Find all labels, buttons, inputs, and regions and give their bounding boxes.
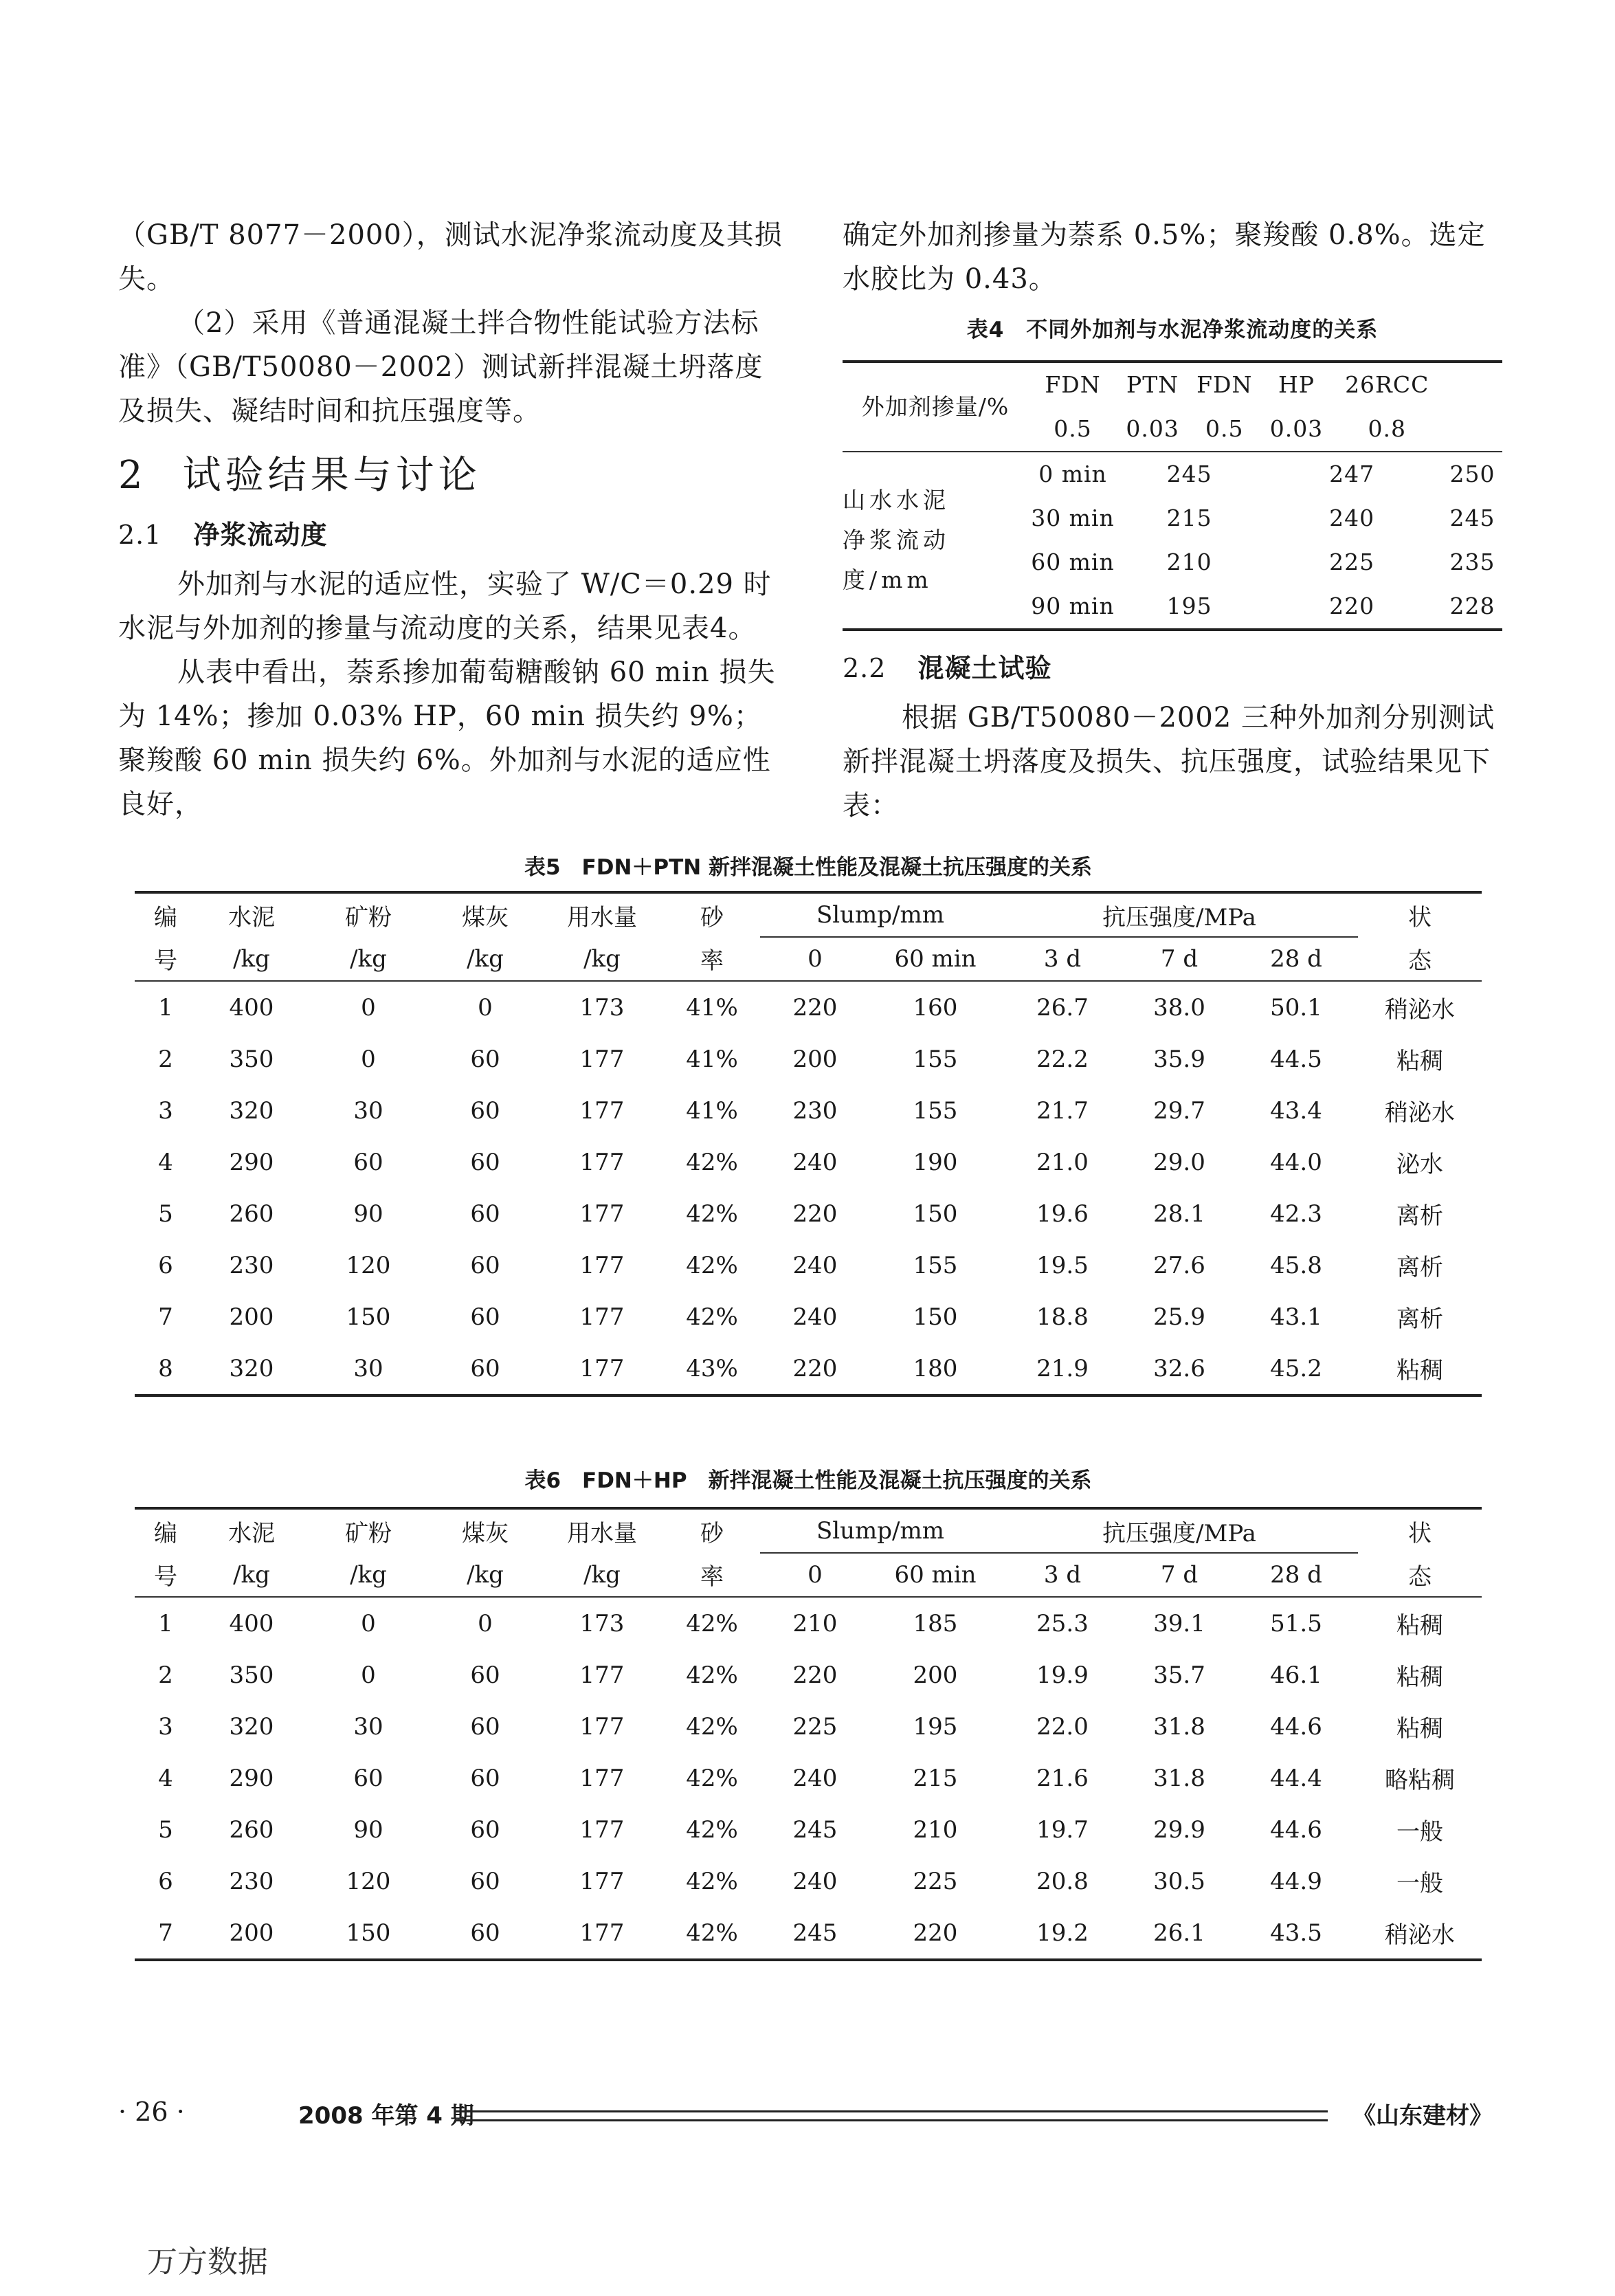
table-cell: 42% (686, 1200, 738, 1228)
table-cell: 25.9 (1153, 1303, 1205, 1331)
table-cell: 51.5 (1270, 1609, 1322, 1637)
journal-name: 《山东建材》 (1352, 2102, 1493, 2130)
table-cell: 35.9 (1153, 1045, 1205, 1073)
watermark: 万方数据 (147, 2244, 268, 2280)
header-cell: 用水量 (567, 1520, 637, 1547)
table4-dosage: 0.5 (1054, 415, 1092, 442)
table-cell: 177 (579, 1867, 625, 1895)
table-cell: 150 (913, 1303, 958, 1331)
header-cell: 28 d (1270, 945, 1322, 973)
header-cell: 煤灰 (462, 904, 509, 931)
table-cell: 60 (470, 1764, 500, 1792)
table-cell: 42.3 (1270, 1200, 1322, 1228)
table-row (135, 1701, 1482, 1752)
header-cell: 矿粉 (345, 1520, 392, 1547)
table-cell: 177 (579, 1303, 625, 1331)
table-cell: 6 (158, 1251, 173, 1279)
header-cell: 砂 (700, 904, 724, 931)
table4-cell: 228 (1449, 593, 1495, 619)
table-cell: 42% (686, 1661, 738, 1689)
table-row (135, 1597, 1482, 1649)
table-cell: 41% (686, 1096, 738, 1125)
table4-agent: 26RCC (1345, 371, 1429, 398)
header-cell: 用水量 (567, 904, 637, 931)
table-cell: 195 (913, 1712, 958, 1741)
table-cell: 4 (158, 1148, 173, 1176)
table-cell: 32.6 (1153, 1354, 1205, 1382)
subsection-title: 混凝土试验 (917, 653, 1052, 683)
table-cell: 42% (686, 1148, 738, 1176)
table-cell: 200 (229, 1303, 274, 1331)
table-row (135, 1136, 1482, 1188)
table-cell: 38.0 (1153, 993, 1205, 1022)
paragraph: 外加剂与水泥的适应性，实验了 W/C＝0.29 时水泥与外加剂的掺量与流动度的关系，结果见表4。 (118, 569, 772, 644)
table-cell: 42% (686, 1251, 738, 1279)
table-cell: 3 (158, 1096, 173, 1125)
table-cell: 240 (792, 1764, 838, 1792)
table-cell: 44.4 (1270, 1764, 1322, 1792)
table-row (135, 1188, 1482, 1239)
table-cell: 42% (686, 1815, 738, 1844)
table-cell: 177 (579, 1200, 625, 1228)
table-cell: 177 (579, 1251, 625, 1279)
table-cell: 155 (913, 1251, 958, 1279)
table-cell: 27.6 (1153, 1251, 1205, 1279)
table-cell: 60 (353, 1148, 383, 1176)
table-cell: 43.4 (1270, 1096, 1322, 1125)
table-cell: 60 (470, 1045, 500, 1073)
table-cell: 42% (686, 1303, 738, 1331)
table-cell: 60 (470, 1661, 500, 1689)
table-cell: 2 (158, 1045, 173, 1073)
section-heading (118, 454, 785, 498)
table-cell: 320 (229, 1354, 274, 1382)
table-cell: 26.7 (1036, 993, 1089, 1022)
paragraph: 根据 GB/T50080－2002 三种外加剂分别测试新拌混凝土坍落度及损失、抗压强度，试验结果见下表： (843, 702, 1495, 821)
table-cell: 29.0 (1153, 1148, 1205, 1176)
table6-caption: 表6 FDN＋HP 新拌混凝土性能及混凝土抗压强度的关系 (524, 1468, 1092, 1493)
table-cell: 400 (229, 1609, 274, 1637)
table4-cell: 250 (1449, 461, 1495, 487)
header-cell: 编 (154, 904, 177, 931)
table-cell: 42% (686, 1919, 738, 1947)
table-cell: 350 (229, 1661, 274, 1689)
table-cell: 43% (686, 1354, 738, 1382)
table4-dosage: 0.03 (1269, 415, 1324, 442)
header-cell: 砂 (700, 1520, 724, 1547)
table4-row-label: 山水水泥 净浆流动 度/mm (843, 452, 1028, 630)
table4-cell: 210 (1166, 549, 1212, 575)
table-cell: 41% (686, 993, 738, 1022)
table-cell: 160 (913, 993, 958, 1022)
header-cell: 3 d (1043, 1561, 1082, 1589)
header-cell: 28 d (1270, 1561, 1322, 1589)
table-cell: 177 (579, 1096, 625, 1125)
header-cell: /kg (467, 1560, 504, 1589)
header-cell: /kg (350, 945, 387, 973)
table-cell: 31.8 (1153, 1764, 1205, 1792)
table-cell: 60 (470, 1200, 500, 1228)
table-cell: 150 (913, 1200, 958, 1228)
table-cell: 50.1 (1270, 993, 1322, 1022)
table-cell: 60 (470, 1096, 500, 1125)
table-cell: 245 (792, 1919, 838, 1947)
table-cell: 150 (346, 1303, 391, 1331)
page-number: · 26 · (118, 2097, 185, 2127)
header-cell: /kg (233, 945, 270, 973)
table-cell: 290 (229, 1764, 274, 1792)
section-number: 2 (118, 453, 147, 498)
table-cell: 155 (913, 1045, 958, 1073)
table-cell: 略粘稠 (1385, 1767, 1455, 1794)
table-cell: 0 (478, 1609, 493, 1637)
header-cell: 矿粉 (345, 904, 392, 931)
table-cell: 39.1 (1153, 1609, 1205, 1637)
table-cell: 3 (158, 1712, 173, 1741)
paragraph: 从表中看出，萘系掺加葡萄糖酸钠 60 min 损失为 14%；掺加 0.03% HP，60 min 损失约 9%；聚羧酸 60 min 损失约 6%。外加剂与水泥的适应性良好， (118, 656, 776, 820)
table-cell: 28.1 (1153, 1200, 1205, 1228)
paragraph: 确定外加剂掺量为萘系 0.5%；聚羧酸 0.8%。选定水胶比为 0.43。 (843, 219, 1486, 295)
table4-param-label: 外加剂掺量/% (843, 362, 1028, 452)
header-cell: /kg (233, 1560, 270, 1589)
table4-cell: 215 (1166, 505, 1212, 531)
table4-time: 0 min (1038, 461, 1107, 487)
table-cell: 44.6 (1270, 1815, 1322, 1844)
table-cell: 60 (470, 1712, 500, 1741)
table-row (135, 1855, 1482, 1907)
table-cell: 粘稠 (1396, 1357, 1443, 1384)
table-cell: 200 (229, 1919, 274, 1947)
table-cell: 177 (579, 1661, 625, 1689)
header-cell: 编 (154, 1520, 177, 1547)
table-cell: 30 (353, 1712, 383, 1741)
table-cell: 45.8 (1270, 1251, 1322, 1279)
table-cell: 177 (579, 1148, 625, 1176)
header-cell: 7 d (1160, 1561, 1199, 1589)
table-cell: 60 (470, 1148, 500, 1176)
table5-caption: 表5 FDN＋PTN 新拌混凝土性能及混凝土抗压强度的关系 (524, 855, 1093, 880)
table-cell: 60 (470, 1867, 500, 1895)
header-cell: /kg (583, 1560, 621, 1589)
table-cell: 230 (229, 1251, 274, 1279)
table4-agent: HP (1278, 371, 1315, 398)
header-cell: 60 min (894, 1561, 977, 1589)
table-cell: 60 (470, 1919, 500, 1947)
table-cell: 0 (361, 1609, 376, 1637)
table-cell: 120 (346, 1867, 391, 1895)
header-cell: 0 (808, 945, 823, 973)
table-cell: 0 (478, 993, 493, 1022)
table-cell: 46.1 (1270, 1661, 1322, 1689)
subsection-heading (118, 513, 785, 557)
table-cell: 180 (913, 1354, 958, 1382)
table-cell: 225 (913, 1867, 958, 1895)
header-cell: 7 d (1160, 945, 1199, 973)
table-cell: 22.0 (1036, 1712, 1089, 1741)
table-cell: 离析 (1396, 1202, 1443, 1230)
table-row (135, 1033, 1482, 1085)
table-cell: 稍泌水 (1385, 1099, 1455, 1127)
header-cell: 状 (1408, 904, 1432, 931)
table4-time: 30 min (1031, 505, 1115, 531)
page-footer (118, 2097, 1493, 2138)
table-cell: 41% (686, 1045, 738, 1073)
header-cell: 态 (1408, 947, 1432, 975)
subsection-title: 净浆流动度 (193, 520, 328, 550)
table4-time: 60 min (1031, 549, 1115, 575)
table-cell: 220 (792, 1661, 838, 1689)
table-cell: 29.9 (1153, 1815, 1205, 1844)
table-cell: 220 (913, 1919, 958, 1947)
table-cell: 190 (913, 1148, 958, 1176)
table-cell: 31.8 (1153, 1712, 1205, 1741)
table-cell: 90 (353, 1815, 383, 1844)
table-cell: 6 (158, 1867, 173, 1895)
table-cell: 260 (229, 1815, 274, 1844)
table-cell: 215 (913, 1764, 958, 1792)
table-cell: 30 (353, 1096, 383, 1125)
table-cell: 177 (579, 1919, 625, 1947)
table-cell: 19.5 (1036, 1251, 1089, 1279)
table-cell: 44.5 (1270, 1045, 1322, 1073)
header-cell: /kg (467, 945, 504, 973)
table-cell: 220 (792, 1200, 838, 1228)
table-row (135, 1649, 1482, 1701)
table-cell: 230 (792, 1096, 838, 1125)
header-cell: 水泥 (228, 904, 275, 931)
table-cell: 44.9 (1270, 1867, 1322, 1895)
table-cell: 120 (346, 1251, 391, 1279)
table-cell: 400 (229, 993, 274, 1022)
table-cell: 240 (792, 1251, 838, 1279)
table-cell: 21.6 (1036, 1764, 1089, 1792)
table-row (135, 1291, 1482, 1343)
table4-dosage: 0.5 (1205, 415, 1244, 442)
table-cell: 20.8 (1036, 1867, 1089, 1895)
table-cell: 240 (792, 1303, 838, 1331)
table-cell: 19.6 (1036, 1200, 1089, 1228)
table-cell: 173 (579, 1609, 625, 1637)
header-cell: 60 min (894, 945, 977, 973)
table6 (135, 1507, 1482, 1961)
table4-cell: 225 (1329, 549, 1375, 575)
table4-cell: 195 (1166, 593, 1212, 619)
table4-cell: 245 (1449, 505, 1495, 531)
table-cell: 60 (470, 1303, 500, 1331)
header-cell: 3 d (1043, 945, 1082, 973)
left-column (118, 213, 785, 826)
subsection-number: 2.2 (843, 653, 887, 683)
table-row (135, 1752, 1482, 1804)
table-cell: 26.1 (1153, 1919, 1205, 1947)
table-cell: 60 (470, 1251, 500, 1279)
table4-dosage: 0.03 (1126, 415, 1179, 442)
table-cell: 210 (792, 1609, 838, 1637)
table-cell: 43.1 (1270, 1303, 1322, 1331)
table-cell: 42% (686, 1867, 738, 1895)
table-cell: 离析 (1396, 1305, 1443, 1333)
table-cell: 220 (792, 1354, 838, 1382)
header-cell: Slump/mm (760, 892, 1001, 937)
table-cell: 7 (158, 1303, 173, 1331)
table-cell: 19.9 (1036, 1661, 1089, 1689)
header-cell: 率 (700, 1563, 724, 1591)
table-cell: 200 (913, 1661, 958, 1689)
table-cell: 44.6 (1270, 1712, 1322, 1741)
table-cell: 30 (353, 1354, 383, 1382)
paragraph: （GB/T 8077－2000），测试水泥净浆流动度及其损失。 (118, 219, 783, 295)
table4-cell: 245 (1166, 461, 1212, 487)
header-cell: 号 (154, 1563, 177, 1591)
header-cell: Slump/mm (760, 1508, 1001, 1553)
header-cell: 0 (808, 1561, 823, 1589)
table-cell: 21.7 (1036, 1096, 1089, 1125)
table-cell: 177 (579, 1045, 625, 1073)
table-row (135, 1343, 1482, 1395)
table-cell: 45.2 (1270, 1354, 1322, 1382)
table-cell: 177 (579, 1764, 625, 1792)
table-cell: 185 (913, 1609, 958, 1637)
right-column (843, 213, 1502, 828)
table-cell: 42% (686, 1764, 738, 1792)
header-cell: 状 (1408, 1520, 1432, 1547)
table-cell: 1 (158, 993, 173, 1022)
table-cell: 173 (579, 993, 625, 1022)
header-cell: 率 (700, 947, 724, 975)
header-cell: 态 (1408, 1563, 1432, 1591)
header-cell: 水泥 (228, 1520, 275, 1547)
table-cell: 29.7 (1153, 1096, 1205, 1125)
table-cell: 5 (158, 1200, 173, 1228)
table-cell: 一般 (1396, 1818, 1443, 1846)
table4-cell: 240 (1329, 505, 1375, 531)
table-cell: 240 (792, 1148, 838, 1176)
table-row (135, 981, 1482, 1033)
table4-caption: 表4 不同外加剂与水泥净浆流动度的关系 (966, 318, 1379, 342)
table-cell: 稍泌水 (1385, 1921, 1455, 1949)
header-cell: 抗压强度/MPa (1001, 892, 1358, 937)
table4-dosage: 0.8 (1368, 415, 1406, 442)
table-cell: 25.3 (1036, 1609, 1089, 1637)
table-cell: 泌水 (1396, 1151, 1443, 1178)
section-title: 试验结果与讨论 (182, 453, 481, 498)
issue-label: 2008 年第 4 期 (298, 2102, 474, 2130)
table-cell: 240 (792, 1867, 838, 1895)
header-cell: /kg (583, 945, 621, 973)
table-cell: 1 (158, 1609, 173, 1637)
table-cell: 43.5 (1270, 1919, 1322, 1947)
table-cell: 155 (913, 1096, 958, 1125)
table-cell: 一般 (1396, 1870, 1443, 1897)
table-cell: 0 (361, 1045, 376, 1073)
table-cell: 21.9 (1036, 1354, 1089, 1382)
table-cell: 0 (361, 993, 376, 1022)
table-cell: 7 (158, 1919, 173, 1947)
table-cell: 离析 (1396, 1254, 1443, 1281)
table-cell: 2 (158, 1661, 173, 1689)
header-cell: 号 (154, 947, 177, 975)
table-cell: 0 (361, 1661, 376, 1689)
table-cell: 177 (579, 1712, 625, 1741)
table-cell: 290 (229, 1148, 274, 1176)
table-cell: 350 (229, 1045, 274, 1073)
table-cell: 200 (792, 1045, 838, 1073)
table-cell: 30.5 (1153, 1867, 1205, 1895)
table-cell: 320 (229, 1712, 274, 1741)
footer-rule (455, 2110, 1328, 2121)
table-cell: 粘稠 (1396, 1715, 1443, 1743)
table-cell: 21.0 (1036, 1148, 1089, 1176)
table-row (135, 1239, 1482, 1291)
table-cell: 42% (686, 1609, 738, 1637)
subsection-number: 2.1 (118, 520, 162, 550)
table4-agent: PTN (1126, 371, 1179, 398)
table4-agent: FDN (1196, 371, 1253, 398)
table-cell: 150 (346, 1919, 391, 1947)
table-cell: 19.2 (1036, 1919, 1089, 1947)
table-cell: 60 (470, 1815, 500, 1844)
header-cell: 抗压强度/MPa (1001, 1508, 1358, 1553)
table-row (135, 1804, 1482, 1855)
table-cell: 220 (792, 993, 838, 1022)
paragraph: （2）采用《普通混凝土拌合物性能试验方法标准》（GB/T50080－2002）测试新拌混凝土坍落度及损失、凝结时间和抗压强度等。 (118, 307, 764, 427)
table4-cell: 220 (1329, 593, 1375, 619)
table-cell: 230 (229, 1867, 274, 1895)
table-cell: 35.7 (1153, 1661, 1205, 1689)
table-cell: 60 (470, 1354, 500, 1382)
table4-agent: FDN (1045, 371, 1101, 398)
table-cell: 245 (792, 1815, 838, 1844)
table-row (135, 1907, 1482, 1960)
table4-cell: 247 (1329, 461, 1375, 487)
subsection-heading (843, 646, 1502, 690)
table-cell: 4 (158, 1764, 173, 1792)
table-cell: 210 (913, 1815, 958, 1844)
table-cell: 177 (579, 1815, 625, 1844)
table-cell: 粘稠 (1396, 1612, 1443, 1640)
table-cell: 60 (353, 1764, 383, 1792)
table4 (843, 360, 1502, 631)
table4-cell: 235 (1449, 549, 1495, 575)
table-cell: 5 (158, 1815, 173, 1844)
table-cell: 90 (353, 1200, 383, 1228)
table4-time: 90 min (1031, 593, 1115, 619)
table-cell: 粘稠 (1396, 1048, 1443, 1075)
table-cell: 18.8 (1036, 1303, 1089, 1331)
table-cell: 粘稠 (1396, 1664, 1443, 1691)
table-cell: 320 (229, 1096, 274, 1125)
table-cell: 22.2 (1036, 1045, 1089, 1073)
table-cell: 260 (229, 1200, 274, 1228)
table-cell: 稍泌水 (1385, 996, 1455, 1024)
table-cell: 44.0 (1270, 1148, 1322, 1176)
table-cell: 42% (686, 1712, 738, 1741)
table-cell: 19.7 (1036, 1815, 1089, 1844)
table5 (135, 891, 1482, 1397)
table-cell: 8 (158, 1354, 173, 1382)
table-row (135, 1085, 1482, 1136)
table-cell: 225 (792, 1712, 838, 1741)
header-cell: 煤灰 (462, 1520, 509, 1547)
header-cell: /kg (350, 1560, 387, 1589)
table-cell: 177 (579, 1354, 625, 1382)
